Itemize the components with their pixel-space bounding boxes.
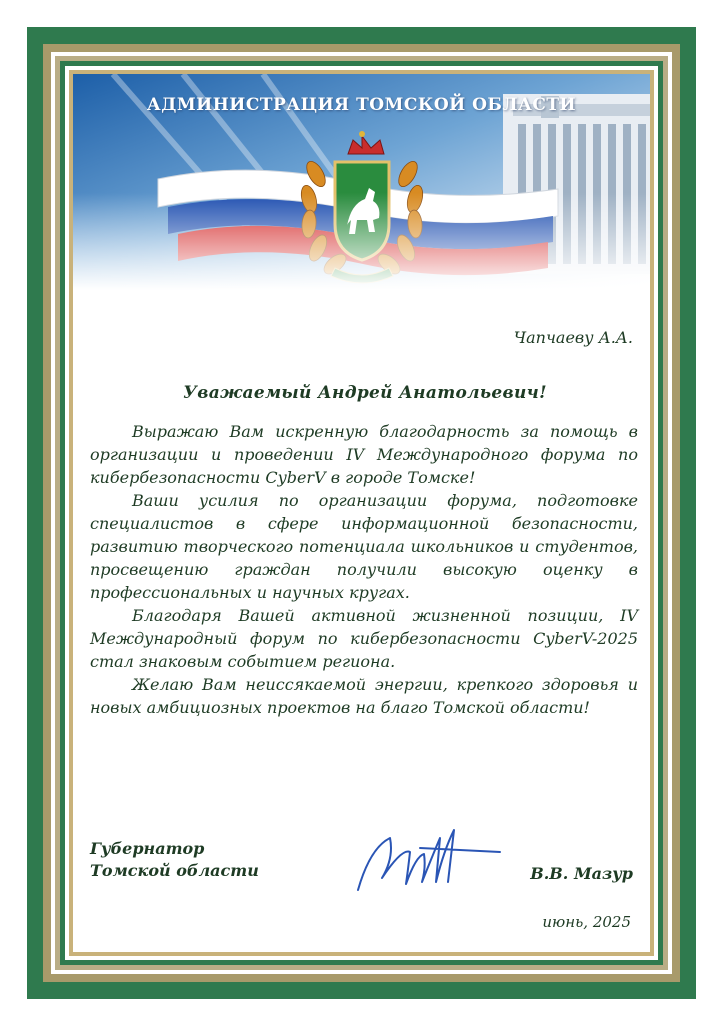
paragraph: Ваши усилия по организации форума, подготовке специалистов в сфере информационной безопасности, развитию творческого потенциала школьников и студентов, просвещению граждан получили высокую оценку в профессиональных и научных кругах. bbox=[90, 491, 638, 602]
signatory-title bbox=[90, 838, 259, 882]
signatory-title-line: Губернатор bbox=[90, 839, 205, 858]
organization-title: АДМИНИСТРАЦИЯ ТОМСКОЙ ОБЛАСТИ bbox=[146, 95, 577, 115]
recipient-name: Чапчаеву А.А. bbox=[513, 328, 633, 347]
signatory-name: В.В. Мазур bbox=[530, 864, 633, 883]
letter-date: июнь, 2025 bbox=[542, 913, 631, 931]
salutation: Уважаемый Андрей Анатольевич! bbox=[183, 383, 547, 403]
paragraph: Благодаря Вашей активной жизненной позиции, IV Международный форум по кибербезопасности CyberV-2025 стал знаковым событием региона. bbox=[90, 606, 638, 671]
paragraph: Выражаю Вам искренную благодарность за помощь в организации и проведении IV Международного форума по кибербезопасности CyberV в городе Томске! bbox=[90, 422, 638, 487]
signatory-title-line: Томской области bbox=[90, 861, 259, 880]
handwritten-signature bbox=[350, 808, 510, 898]
paragraph: Желаю Вам неиссякаемой энергии, крепкого здоровья и новых амбициозных проектов на благо Томской области! bbox=[90, 675, 638, 717]
letter-body bbox=[90, 420, 638, 719]
header-banner bbox=[73, 74, 650, 290]
